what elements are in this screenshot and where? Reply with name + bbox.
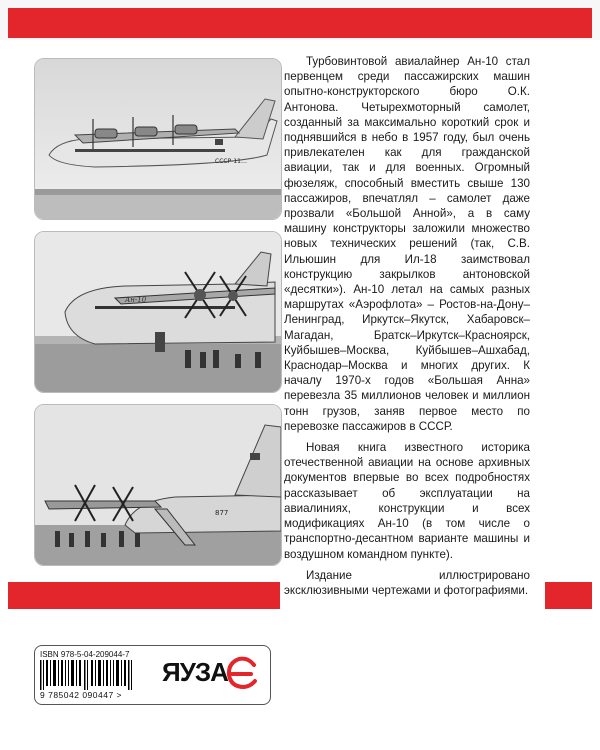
registration-text: СССР-11… <box>215 158 247 165</box>
top-red-bar <box>8 8 592 38</box>
isbn-label: ISBN 978-5-04-209044-7 <box>40 650 130 659</box>
paragraph-book: Новая книга известного историка отечественной авиации на основе архивных документов впервые во всех подробностях рассказывает об эксплуатации на авиалиниях, конструкции и всех модификациях Ан-10 (в том числе о транспортно-десантном варианте машины и воздушном командном пункте). <box>284 441 530 561</box>
paragraph-intro: Турбовинтовой авиалайнер Ан-10 стал первенцем среди пассажирских машин опытно-конструкторского бюро О.К. Антонова. Четырехмоторный самолет, созданный за максимально короткий срок и поднявшийся в небо в 1957 году, был очень привлекателен как для гражданской авиации, так и для военных. Огромный фюзеляж, способный вместить свыше 130 пассажиров, впечатлял – самолет даже прозвали «Большой Анной», а в саму машину конструкторы заложили множество новых технических решений (так, С.В. Ильюшин для Ил-18 заимствовал конструкцию закрылков антоновской «десятки»). Ан-10 летал на самых разных маршрутах «Аэрофлота» – Ростов-на-Дону–Ленинград, Иркутск–Якутск, Хабаровск–Магадан, Братск–Иркутск–Красноярск, Куйбышев–Москва, Куйбышев–Ашхабад, Краснодар–Москва и многих других. К началу 1970-х годов «Большая Анна» перевезла 35 миллионов человек и миллион тонн грузов, заняв первое место по перевозке пассажиров в СССР. <box>284 55 530 433</box>
barcode <box>40 660 140 690</box>
photo-aircraft-in-flight <box>34 58 282 220</box>
nose-label: Ан-10 <box>125 296 147 304</box>
bottom-red-bar-right <box>545 582 592 609</box>
tail-number: 877 <box>215 509 229 517</box>
description-text <box>284 54 530 604</box>
bottom-red-bar-left <box>8 582 280 609</box>
photo-aircraft-front <box>34 231 282 393</box>
photo-boarding <box>34 404 282 566</box>
yauza-logo: ЯУЗА <box>162 657 228 687</box>
eksmo-logo-icon <box>224 655 258 691</box>
paragraph-illustrations: Издание иллюстрировано эксклюзивными чертежами и фотографиями. <box>284 568 530 597</box>
barcode-digits: 9 785042 090447 > <box>40 690 123 700</box>
